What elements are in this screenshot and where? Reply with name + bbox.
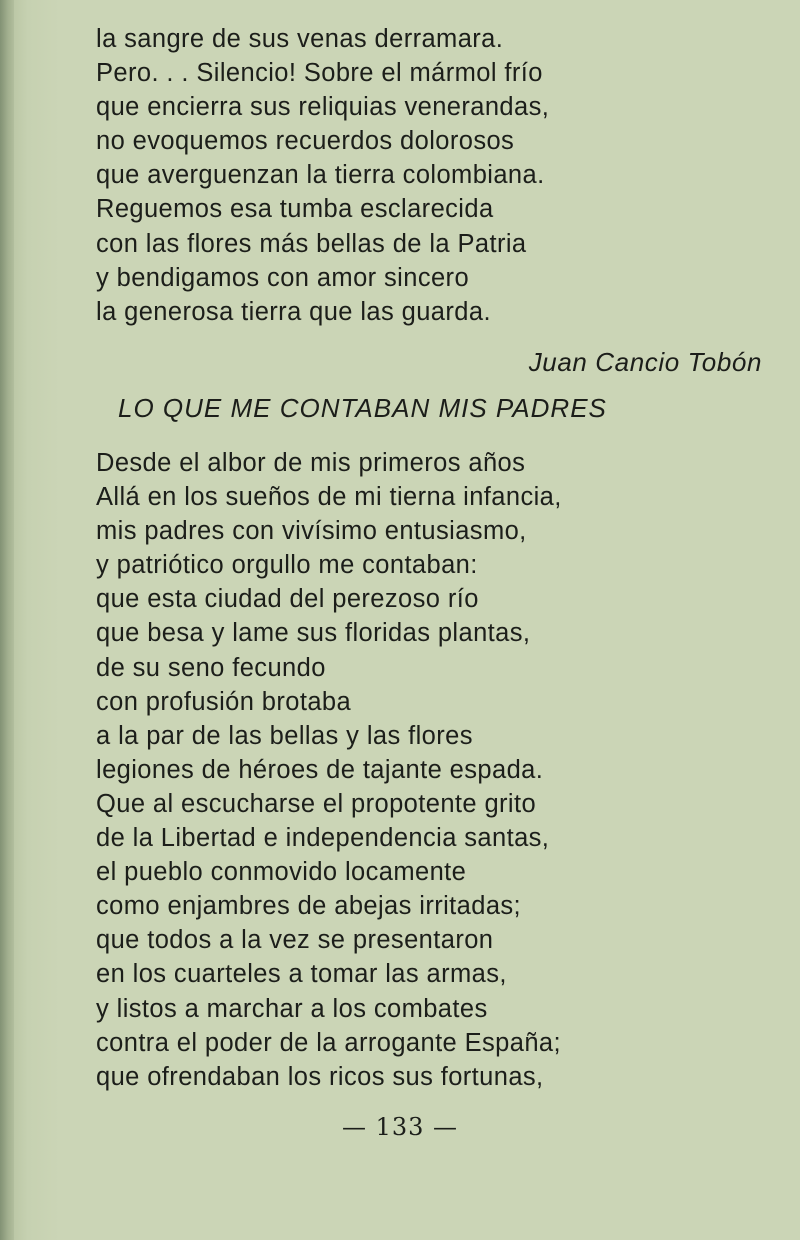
verse-line: que esta ciudad del perezoso río (96, 585, 479, 614)
verse-line: Pero. . . Silencio! Sobre el mármol frío (96, 59, 543, 88)
verse-line: Que al escucharse el propotente grito (96, 789, 537, 818)
page-spine-shadow (0, 0, 14, 1240)
verse-line: que ofrendaban los ricos sus fortunas, (96, 1062, 544, 1091)
verse-line: como enjambres de abejas irritadas; (96, 892, 522, 921)
verse-line: el pueblo conmovido locamente (96, 858, 467, 887)
verse-line: en los cuarteles a tomar las armas, (96, 960, 507, 989)
verse-line: de su seno fecundo (96, 653, 326, 682)
verse-line: la generosa tierra que las guarda. (96, 297, 491, 326)
verse-line: a la par de las bellas y las flores (96, 721, 473, 750)
author-signature: Juan Cancio Tobón (528, 347, 762, 377)
verse-line: Desde el albor de mis primeros años (96, 449, 526, 477)
verse-line: mis padres con vivísimo entusiasmo, (96, 517, 527, 546)
verse-line: la sangre de sus venas derramara. (96, 25, 504, 53)
verse-line: de la Libertad e independencia santas, (96, 824, 550, 853)
verse-line: que besa y lame sus floridas plantas, (96, 619, 531, 648)
verse-line: Allá en los sueños de mi tierna infancia, (96, 483, 562, 512)
verse-line: y listos a marchar a los combates (96, 994, 488, 1023)
verse-line: con profusión brotaba (96, 687, 352, 716)
poem-title: LO QUE ME CONTABAN MIS PADRES (118, 393, 607, 423)
verse-line: que encierra sus reliquias venerandas, (96, 93, 550, 122)
verse-line: y patriótico orgullo me contaban: (96, 551, 478, 580)
page-number: — 133 — (341, 1113, 459, 1141)
verse-line: Reguemos esa tumba esclarecida (96, 195, 494, 224)
poem-body (96, 446, 786, 1094)
verse-line: legiones de héroes de tajante espada. (96, 755, 544, 784)
verse-line: con las flores más bellas de la Patria (96, 229, 527, 258)
verse-line: que todos a la vez se presentaron (96, 926, 494, 955)
verse-line: que averguenzan la tierra colombiana. (96, 161, 545, 190)
verse-line: y bendigamos con amor sincero (96, 263, 470, 292)
verse-line: no evoquemos recuerdos dolorosos (96, 127, 515, 156)
verse-line: contra el poder de la arrogante España; (96, 1028, 561, 1057)
previous-poem-ending (96, 22, 786, 329)
